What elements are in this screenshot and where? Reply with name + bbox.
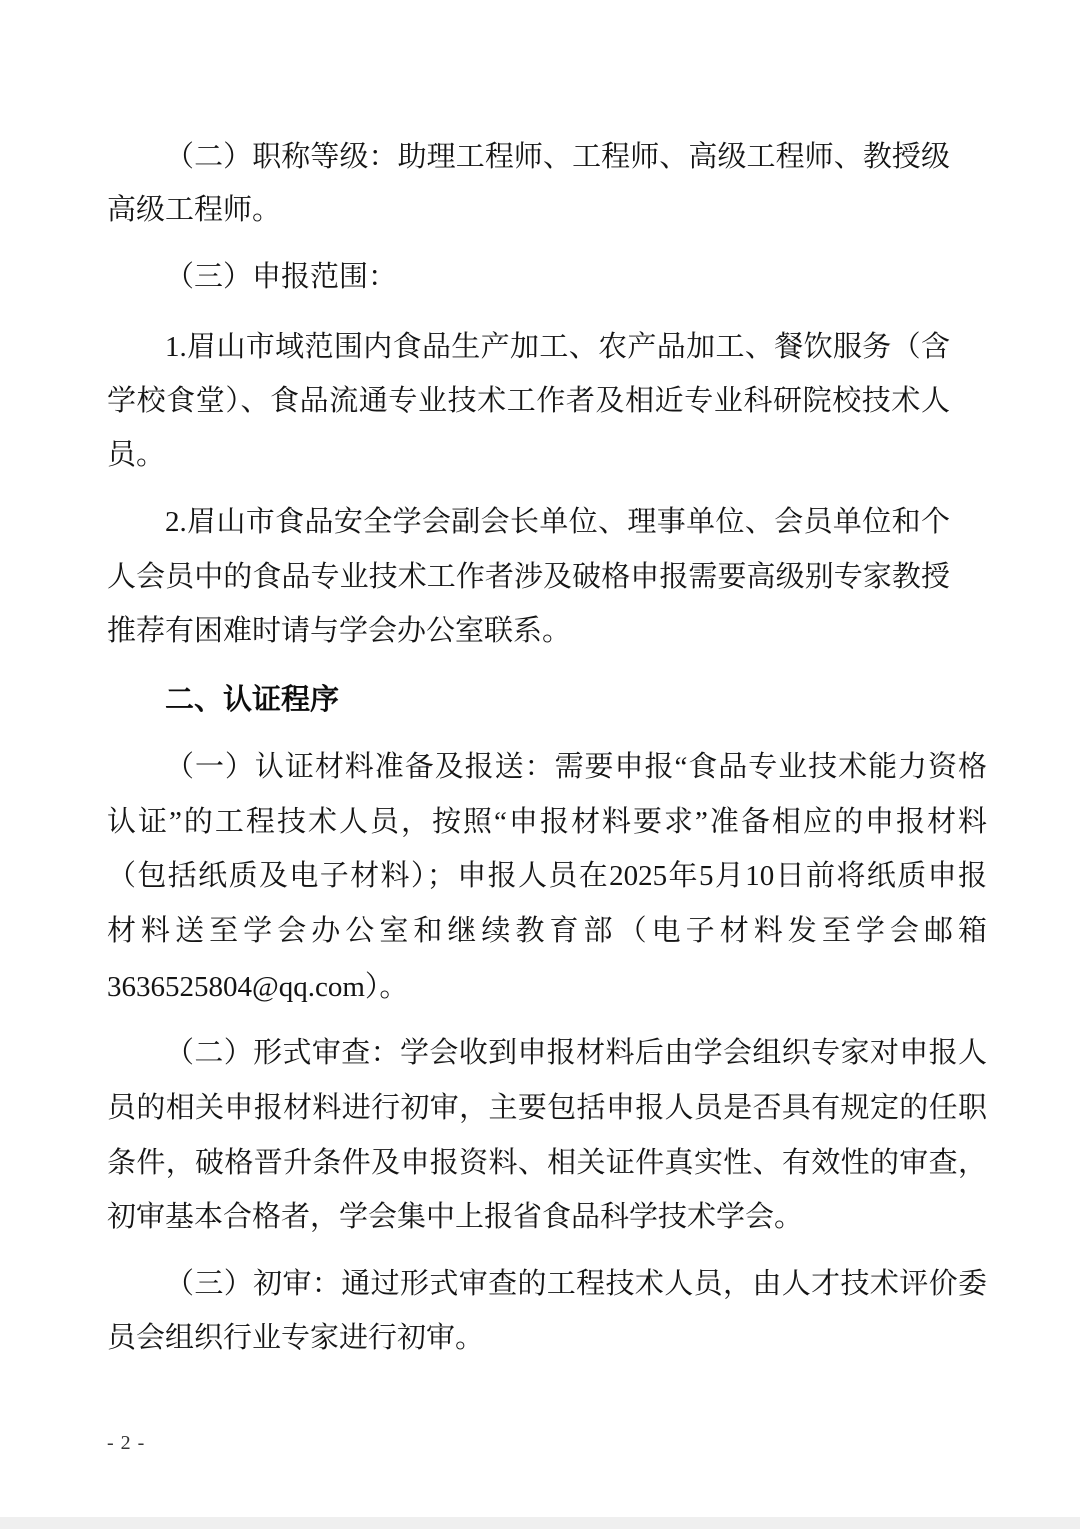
- paragraph-line: 条件，破格晋升条件及申报资料、相关证件真实性、有效性的审查，: [107, 1147, 987, 1179]
- paragraph-line: （二）形式审查：学会收到申报材料后由学会组织专家对申报人: [165, 1037, 987, 1069]
- email-line: 3636525804@qq.com）。: [107, 971, 409, 1003]
- paragraph-line: 推荐有困难时请与学会办公室联系。: [107, 615, 572, 647]
- paragraph-line: 初审基本合格者，学会集中上报省食品科学技术学会。: [107, 1201, 804, 1233]
- paragraph-line: 高级工程师。: [107, 194, 282, 226]
- paragraph-line: 材料送至学会办公室和继续教育部（电子材料发至学会邮箱: [107, 915, 987, 947]
- paragraph-line: （包括纸质及电子材料）；申报人员在2025年5月10日前将纸质申报: [107, 860, 987, 892]
- paragraph-line: （一）认证材料准备及报送：需要申报“食品专业技术能力资格: [165, 751, 987, 783]
- section-heading: 二、认证程序: [165, 682, 340, 716]
- paragraph-line: 认证”的工程技术人员，按照“申报材料要求”准备相应的申报材料: [107, 806, 987, 838]
- paragraph-line: 人会员中的食品专业技术工作者涉及破格申报需要高级别专家教授: [107, 561, 950, 593]
- paragraph-line: 1.眉山市域范围内食品生产加工、农产品加工、餐饮服务（含: [165, 331, 950, 363]
- paragraph-line: 员。: [107, 439, 166, 471]
- paragraph-line: 学校食堂）、食品流通专业技术工作者及相近专业科研院校技术人: [107, 385, 950, 417]
- scope-heading: （三）申报范围：: [165, 261, 398, 293]
- page-number: - 2 -: [107, 1432, 146, 1454]
- paragraph-line: 员的相关申报材料进行初审，主要包括申报人员是否具有规定的任职: [107, 1092, 987, 1124]
- bottom-edge: [0, 1517, 1080, 1529]
- paragraph-line: 2.眉山市食品安全学会副会长单位、理事单位、会员单位和个: [165, 506, 950, 538]
- paragraph-line: （二）职称等级：助理工程师、工程师、高级工程师、教授级: [165, 141, 950, 173]
- paragraph-line: 员会组织行业专家进行初审。: [107, 1322, 485, 1354]
- paragraph-line: （三）初审：通过形式审查的工程技术人员，由人才技术评价委: [165, 1268, 987, 1300]
